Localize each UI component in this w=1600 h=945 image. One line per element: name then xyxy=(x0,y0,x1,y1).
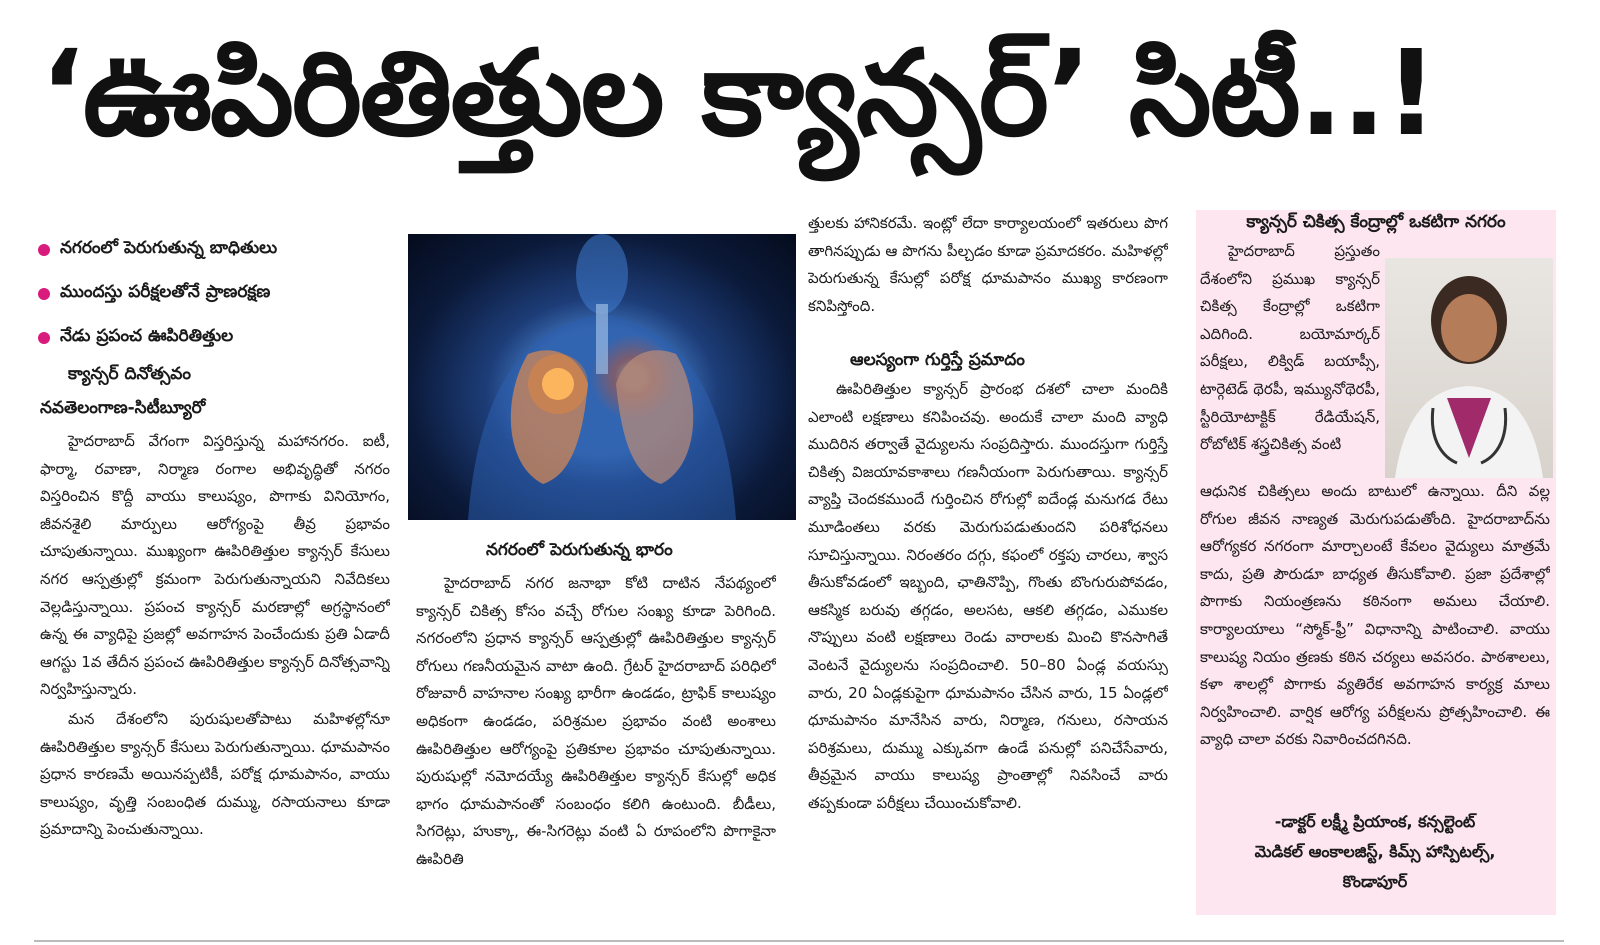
lungs-illustration xyxy=(408,234,796,520)
bullet-item: నగరంలో పెరుగుతున్న బాధితులు xyxy=(38,228,398,272)
doctor-photo-icon xyxy=(1385,258,1553,478)
bullet-list xyxy=(38,228,398,360)
bullet-item: ముందస్తు పరీక్షలతోనే ప్రాణరక్షణ xyxy=(38,272,398,316)
signature-line-3: కొండాపూర్ xyxy=(1342,872,1408,891)
signature-line-1: -డాక్టర్ లక్ష్మీ ప్రియాంక, కన్సల్టెంట్ xyxy=(1274,812,1476,831)
column-2-body xyxy=(416,570,776,915)
column-3-subheading: ఆలస్యంగా గుర్తిస్తే ప్రమాదం xyxy=(850,350,1025,370)
column-3-body-top xyxy=(808,210,1168,342)
doctor-portrait xyxy=(1385,258,1553,478)
bullet-dot-icon xyxy=(38,332,50,344)
sidebar-body-top xyxy=(1200,238,1380,478)
bottom-rule xyxy=(34,940,1564,942)
lungs-image-icon xyxy=(408,234,796,520)
paragraph: హైదరాబాద్ ప్రస్తుతం దేశంలోని ప్రముఖ క్యాన్సర్ చికిత్స కేంద్రాల్లో ఒకటిగా ఎదిగింది. బయోమార్కర్ పరీక్షలు, లిక్విడ్ బయాప్సీ, టార్గెటెడ్ థెరపీ, ఇమ్యునోథెరపీ, స్టీరియోటాక్టిక్ రేడియేషన్, రోబోటిక్ శస్త్రచికిత్స వంటి xyxy=(1200,242,1380,454)
paragraph: ఆధునిక చికిత్సలు అందు బాటులో ఉన్నాయి. దీని వల్ల రోగుల జీవన నాణ్యత మెరుగుపడుతోంది. హైదరాబాద్‌ను ఆరోగ్యకర నగరంగా మార్చాలంటే కేవలం వైద్యులు మాత్రమే కాదు, ప్రతి పౌరుడూ బాధ్యత తీసుకోవాలి. ప్రజా ప్రదేశాల్లో పొగాకు నియంత్రణను కఠినంగా అమలు చేయాలి. కార్యాలయాలు “స్మోక్-ఫ్రీ” విధానాన్ని పాటించాలి. వాయు కాలుష్య నియం త్రణకు కఠిన చర్యలు అవసరం. పాఠశాలలు, కళా శాలల్లో పొగాకు వ్యతిరేక అవగాహన కార్యక్ర మాలు నిర్వహించాలి. వార్షిక ఆరోగ్య పరీక్షలను ప్రోత్సహించాలి. ఈ వ్యాధి చాలా వరకు నివారించదగినది. xyxy=(1200,482,1550,749)
bullet-dot-icon xyxy=(38,244,50,256)
bullet-continuation: క్యాన్సర్ దినోత్సవం xyxy=(68,364,191,384)
headline: ‘ఊపిరితిత్తుల క్యాన్సర్’ సిటీ..! xyxy=(40,24,1437,162)
paragraph: ఊపిరితిత్తుల క్యాన్సర్ ప్రారంభ దశలో చాలా మందికి ఎలాంటి లక్షణాలు కనిపించవు. అందుకే చాలా మంది వ్యాధి ముదిరిన తర్వాతే వైద్యులను సంప్రదిస్తారు. ముందస్తుగా గుర్తిస్తే చికిత్స విజయావకాశాలు గణనీయంగా పెరుగుతాయి. క్యాన్సర్ వ్యాప్తి చెందకముందే గుర్తించిన రోగుల్లో ఐదేండ్ల మనుగడ రేటు మూడింతలు వరకు మెరుగుపడుతుందని పరిశోధనలు సూచిస్తున్నాయి. నిరంతరం దగ్గు, కఫంలో రక్తపు చారలు, శ్వాస తీసుకోవడంలో ఇబ్బంది, ఛాతినొప్పి, గొంతు బొంగురుపోవడం, ఆకస్మిక బరువు తగ్గడం, అలసట, ఆకలి తగ్గడం, ఎముకల నొప్పులు వంటి లక్షణాలు రెండు వారాలకు మించి కొనసాగితే వెంటనే వైద్యులను సంప్రదించాలి. 50–80 ఏండ్ల వయస్సు వారు, 20 ఏండ్లకుపైగా ధూమపానం చేసిన వారు, 15 ఏండ్లలో ధూమపానం మానేసిన వారు, నిర్మాణ, గనులు, రసాయన పరిశ్రమలు, దుమ్ము ఎక్కువగా ఉండే పనుల్లో పనిచేసేవారు, తీవ్రమైన వాయు కాలుష్య ప్రాంతాల్లో నివసించే వారు తప్పకుండా పరీక్షలు చేయించుకోవాలి. xyxy=(808,380,1168,812)
paragraph: మన దేశంలోని పురుషులతోపాటు మహిళల్లోనూ ఊపిరితిత్తుల క్యాన్సర్ కేసులు పెరుగుతున్నాయి. ధూమపానం ప్రధాన కారణమే అయినప్పటికీ, పరోక్ష ధూమపానం, వాయు కాలుష్యం, వృత్తి సంబంధిత దుమ్ము, రసాయనాలు కూడా ప్రమాదాన్ని పెంచుతున్నాయి. xyxy=(40,709,390,839)
paragraph: హైదరాబాద్ వేగంగా విస్తరిస్తున్న మహానగరం. ఐటీ, ఫార్మా, రవాణా, నిర్మాణ రంగాల అభివృద్ధితో నగరం విస్తరించిన కొద్దీ వాయు కాలుష్యం, పొగాకు వినియోగం, జీవనశైలి మార్పులు ఆరోగ్యంపై తీవ్ర ప్రభావం చూపుతున్నాయి. ముఖ్యంగా ఊపిరితిత్తుల క్యాన్సర్ కేసులు నగర ఆస్పత్రుల్లో క్రమంగా పెరుగుతున్నాయని నివేదికలు వెల్లడిస్తున్నాయి. ప్రపంచ క్యాన్సర్ మరణాల్లో అగ్రస్థానంలో ఉన్న ఈ వ్యాధిపై ప్రజల్లో అవగాహన పెంచేందుకు ప్రతి ఏడాదీ ఆగస్టు 1వ తేదీన ప్రపంచ ఊపిరితిత్తుల క్యాన్సర్ దినోత్సవాన్ని నిర్వహిస్తున్నారు. xyxy=(40,432,390,699)
column-1-body xyxy=(40,428,390,908)
bullet-dot-icon xyxy=(38,288,50,300)
sidebar-title: క్యాన్సర్ చికిత్స కేంద్రాల్లో ఒకటిగా నగరం xyxy=(1246,212,1506,232)
bullet-item: నేడు ప్రపంచ ఊపిరితిత్తుల xyxy=(38,316,398,360)
sidebar-body xyxy=(1200,478,1550,798)
paragraph: త్తులకు హానికరమే. ఇంట్లో లేదా కార్యాలయంలో ఇతరులు పొగ తాగినప్పుడు ఆ పొగను పీల్చడం కూడా ప్రమాదకరం. మహిళల్లో పెరుగుతున్న కేసుల్లో పరోక్ష ధూమపానం ముఖ్య కారణంగా కనిపిస్తోంది. xyxy=(808,214,1168,315)
paragraph: హైదరాబాద్ నగర జనాభా కోటి దాటిన నేపథ్యంలో క్యాన్సర్ చికిత్స కోసం వచ్చే రోగుల సంఖ్య కూడా పెరిగింది. నగరంలోని ప్రధాన క్యాన్సర్ ఆస్పత్రుల్లో ఊపిరితిత్తుల క్యాన్సర్ రోగులు గణనీయమైన వాటా ఉంది. గ్రేటర్ హైదరాబాద్ పరిధిలో రోజువారీ వాహనాల సంఖ్య భారీగా ఉండడం, ట్రాఫిక్ కాలుష్యం అధికంగా ఉండడం, పరిశ్రమల ప్రభావం వంటి అంశాలు ఊపిరితిత్తుల ఆరోగ్యంపై ప్రతికూల ప్రభావం చూపుతున్నాయి. పురుషుల్లో నమోదయ్యే ఊపిరితిత్తుల క్యాన్సర్ కేసుల్లో అధిక భాగం ధూమపానంతో సంబంధం కలిగి ఉంటుంది. బీడీలు, సిగరెట్లు, హుక్కా, ఈ-సిగరెట్లు వంటి ఏ రూపంలోని పొగాకైనా ఊపిరితి xyxy=(416,574,776,868)
column-2-subheading: నగరంలో పెరుగుతున్న భారం xyxy=(486,540,673,560)
column-3-body xyxy=(808,376,1168,916)
byline: నవతెలంగాణ-సిటీబ్యూరో xyxy=(40,398,206,418)
signature-line-2: మెడికల్ ఆంకాలజిస్ట్, కిమ్స్ హాస్పిటల్స్, xyxy=(1254,842,1496,861)
